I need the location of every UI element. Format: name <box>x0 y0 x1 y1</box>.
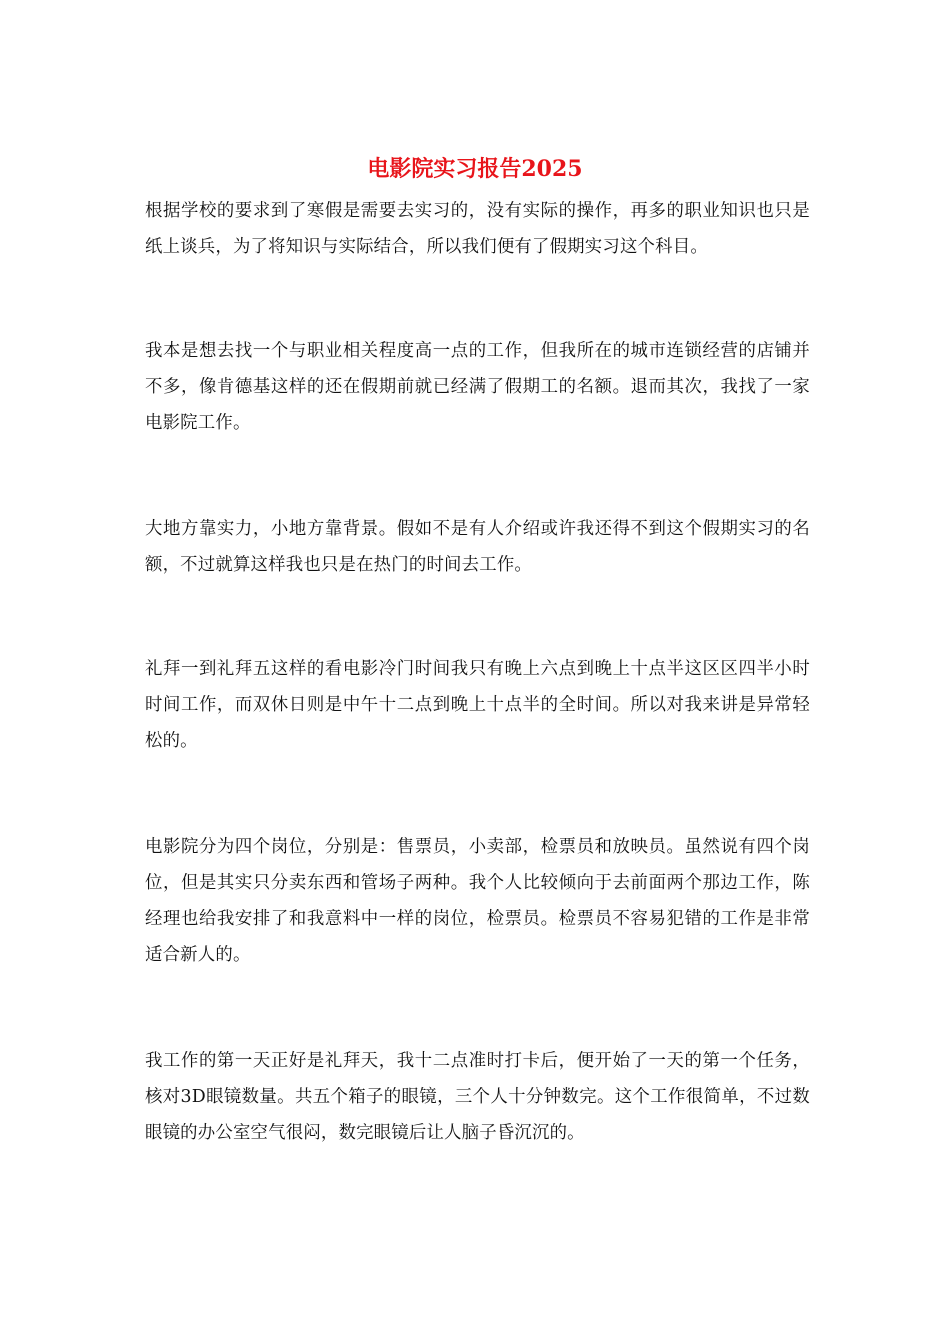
paragraph-6: 我工作的第一天正好是礼拜天，我十二点准时打卡后，便开始了一天的第一个任务，核对3D眼镜数量。共五个箱子的眼镜，三个人十分钟数完。这个工作很简单，不过数眼镜的办公室空气很闷，数完眼镜后让人脑子昏沉沉的。 <box>145 1051 810 1143</box>
paragraph-2: 我本是想去找一个与职业相关程度高一点的工作，但我所在的城市连锁经营的店铺并不多，像肯德基这样的还在假期前就已经满了假期工的名额。退而其次，我找了一家电影院工作。 <box>145 341 810 433</box>
paragraph-4: 礼拜一到礼拜五这样的看电影冷门时间我只有晚上六点到晚上十点半这区区四半小时时间工作，而双休日则是中午十二点到晚上十点半的全时间。所以对我来讲是异常轻松的。 <box>145 659 810 751</box>
paragraph-5: 电影院分为四个岗位，分别是：售票员，小卖部，检票员和放映员。虽然说有四个岗位，但是其实只分卖东西和管场子两种。我个人比较倾向于去前面两个那边工作，陈经理也给我安排了和我意料中一样的岗位，检票员。检票员不容易犯错的工作是非常适合新人的。 <box>145 837 810 965</box>
paragraph-1: 根据学校的要求到了寒假是需要去实习的，没有实际的操作，再多的职业知识也只是纸上谈兵，为了将知识与实际结合，所以我们便有了假期实习这个科目。 <box>145 201 810 257</box>
document-title: 电影院实习报告2025 <box>367 156 583 182</box>
paragraph-3: 大地方靠实力，小地方靠背景。假如不是有人介绍或许我还得不到这个假期实习的名额，不过就算这样我也只是在热门的时间去工作。 <box>145 519 810 575</box>
